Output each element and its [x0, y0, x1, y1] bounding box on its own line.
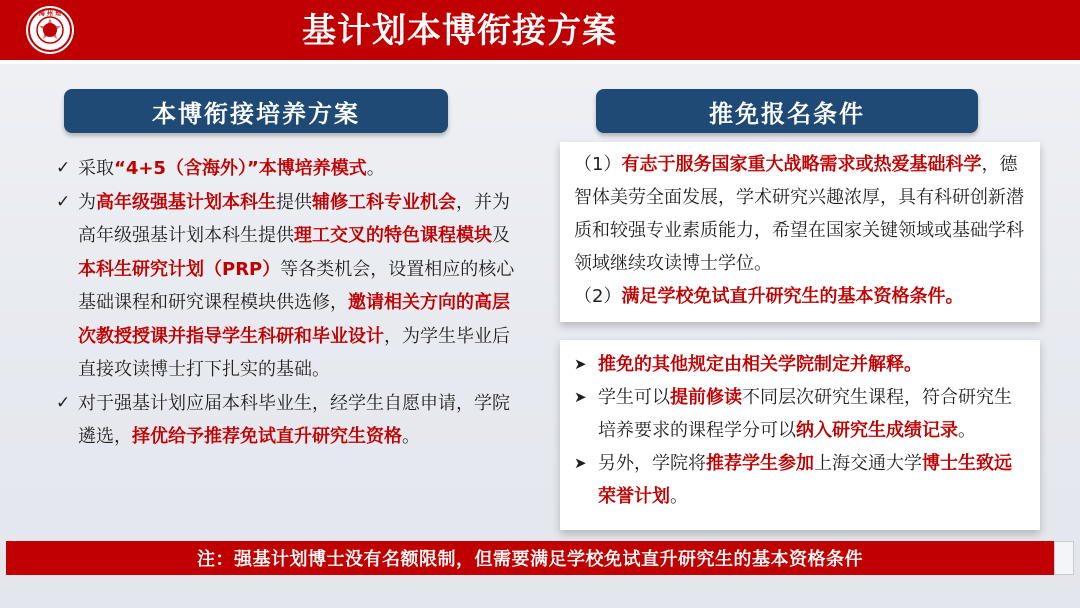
- body-text: 提供: [276, 191, 312, 213]
- body-text: 。: [670, 486, 688, 507]
- header-bar: [0, 0, 1080, 62]
- note-item: [574, 348, 1026, 381]
- body-text: 及: [492, 225, 510, 246]
- highlight-text: 高年级强基计划本科生: [96, 191, 276, 213]
- notes-card: [560, 340, 1040, 530]
- body-text: 。: [402, 426, 420, 447]
- highlight-text: “4+5（含海外）”本博培养模式: [114, 158, 367, 179]
- left-section-heading: 本博衔接培养方案: [64, 89, 448, 133]
- footer-edge-box: [1054, 541, 1074, 575]
- highlight-text: 本科生研究计划（PRP）: [78, 258, 281, 280]
- highlight-text: 理工交叉的特色课程模块: [294, 225, 492, 246]
- body-text: 上海交通大学: [814, 453, 922, 474]
- body-text: 。: [366, 158, 385, 179]
- highlight-text: 博士生致远荣誉计划: [598, 453, 1012, 507]
- body-text: 另外，学院将: [598, 453, 706, 474]
- note-text: [598, 447, 1026, 513]
- highlight-text: 辅修工科专业机会: [312, 191, 456, 213]
- arrow-right-icon: ➤: [574, 454, 587, 472]
- highlight-text: 推免的其他规定由相关学院制定并解释。: [598, 354, 922, 375]
- list-item-text: [78, 152, 385, 186]
- highlight-text: 择优给予推荐免试直升研究生资格: [132, 426, 402, 447]
- check-icon: ✓: [56, 158, 71, 178]
- conditions-card: [560, 142, 1040, 322]
- highlight-text: 提前修读: [670, 387, 742, 408]
- university-seal-icon: [24, 4, 76, 56]
- list-item: [56, 152, 526, 186]
- arrow-right-icon: ➤: [574, 388, 587, 406]
- body-text: 学生可以: [598, 387, 670, 408]
- note-text: [598, 348, 922, 381]
- body-text: （1）: [574, 154, 622, 175]
- highlight-text: 有志于服务国家重大战略需求或热爱基础科学: [621, 154, 982, 175]
- body-text: （2）: [574, 286, 622, 307]
- list-item: [56, 387, 526, 454]
- body-text: 采取: [78, 158, 114, 179]
- page-title: 基计划本博衔接方案: [302, 11, 617, 51]
- check-icon: ✓: [56, 392, 71, 413]
- check-icon: ✓: [56, 191, 71, 212]
- highlight-text: 纳入研究生成绩记录: [796, 420, 958, 441]
- arrow-right-icon: ➤: [574, 355, 587, 373]
- footer-note: 注：强基计划博士没有名额限制，但需要满足学校免试直升研究生的基本资格条件: [6, 541, 1054, 575]
- body-text: 等各类机会，设置相应的核心基础课程和研究课程模块供选修，: [78, 258, 515, 313]
- body-text: 不同层次研究生课程，符合研究生培养要求的课程学分可以: [598, 387, 1012, 441]
- list-item-text: [78, 186, 526, 387]
- body-text: ，并为高年级强基计划本科生提供: [78, 191, 510, 246]
- condition-item: [574, 148, 1026, 280]
- training-plan-list: [56, 152, 526, 454]
- body-text: ，为学生毕业后直接攻读博士打下扎实的基础。: [78, 325, 510, 380]
- body-text: 。: [958, 420, 976, 441]
- note-text: [598, 381, 1026, 447]
- list-item: [56, 186, 526, 387]
- right-section-heading: 推免报名条件: [596, 89, 978, 133]
- list-item-text: [78, 387, 526, 454]
- highlight-text: 推荐学生参加: [706, 453, 814, 474]
- note-item: [574, 381, 1026, 447]
- highlight-text: 满足学校免试直升研究生的基本资格条件。: [621, 286, 964, 307]
- highlight-text: 邀请相关方向的高层次教授授课并指导学生科研和毕业设计: [78, 292, 510, 347]
- body-text: 对于强基计划应届本科毕业生，经学生自愿申请，学院遴选，: [78, 392, 510, 447]
- seal-text: 海 州 理: [38, 10, 62, 18]
- condition-item: [574, 280, 1026, 313]
- note-item: [574, 447, 1026, 513]
- body-text: ，德智体美劳全面发展，学术研究兴趣浓厚，具有科研创新潜质和较强专业素质能力，希望在国家关键领域或基础学科领域继续攻读博士学位。: [574, 154, 1024, 274]
- header-divider: [0, 60, 1080, 64]
- body-text: 为: [78, 191, 96, 213]
